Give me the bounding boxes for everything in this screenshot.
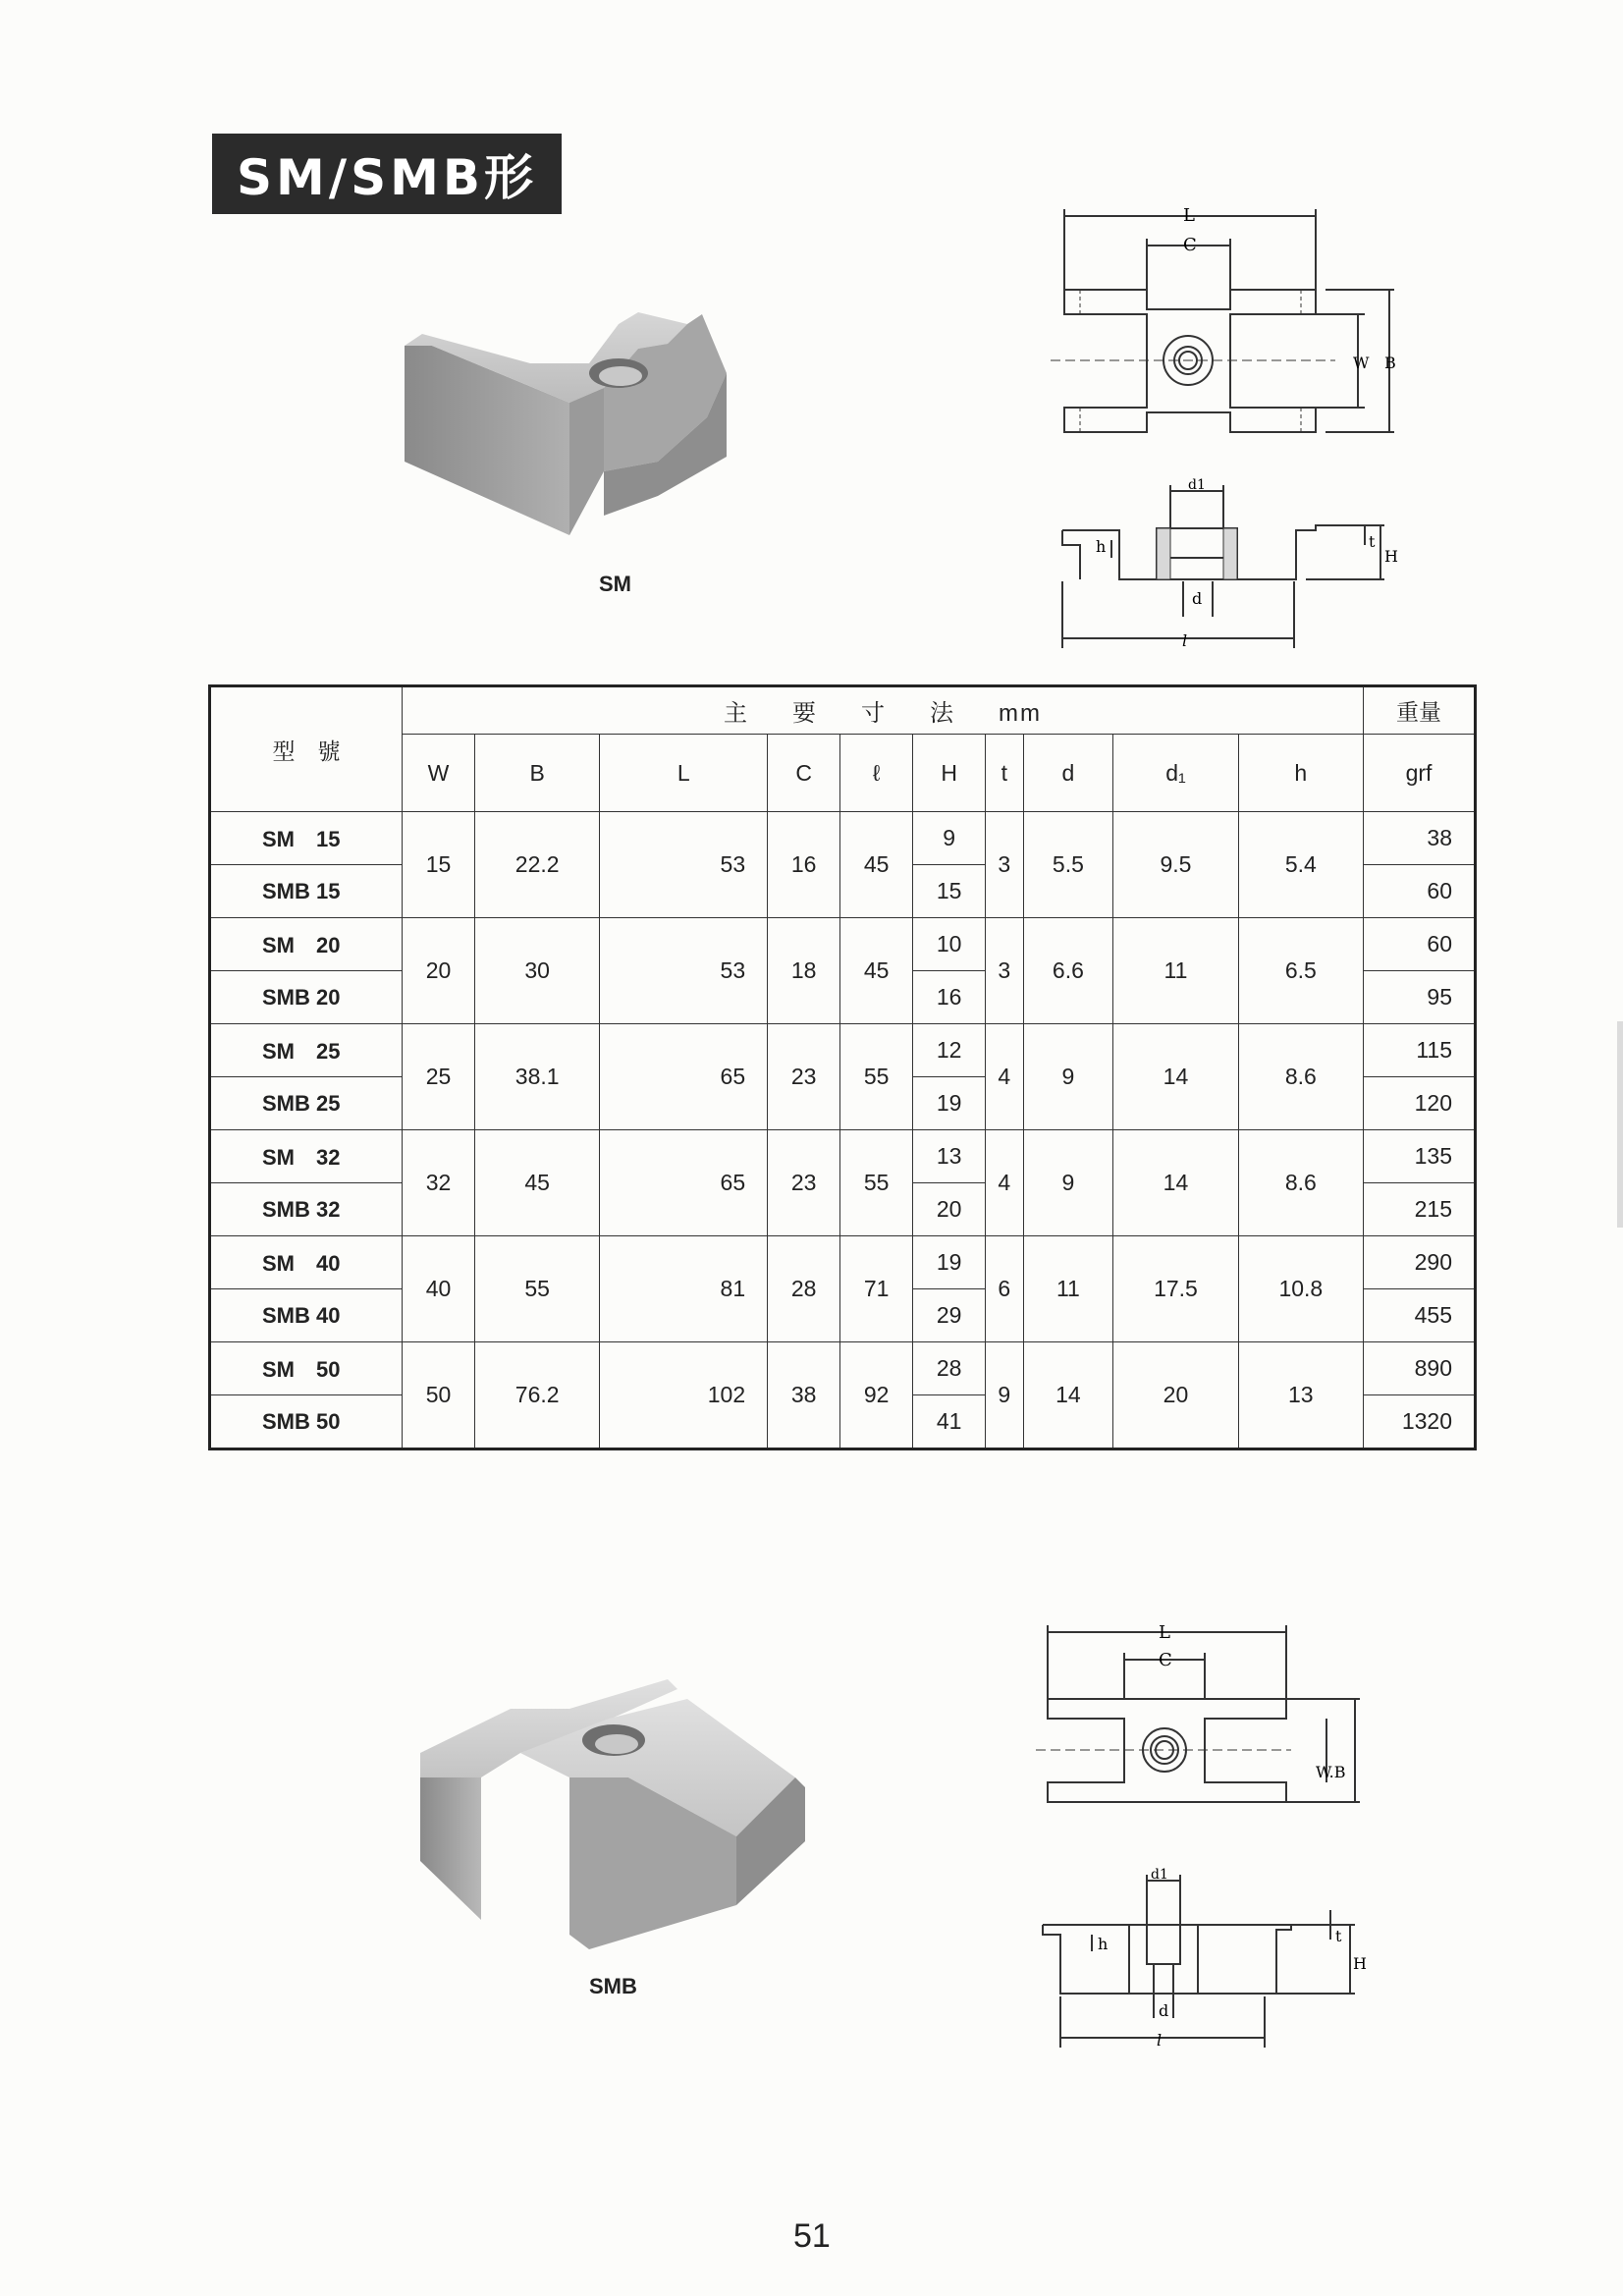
model-cell: SM 32 (210, 1130, 403, 1183)
model-cell: SM 15 (210, 812, 403, 865)
model-cell: SMB 50 (210, 1395, 403, 1449)
cell-H: 15 (913, 865, 986, 918)
cell-weight: 1320 (1364, 1395, 1476, 1449)
cell-H: 28 (913, 1342, 986, 1395)
dimension-group-header: 主要寸法mm (403, 686, 1364, 735)
cell-l: 45 (840, 918, 913, 1024)
cell-t: 3 (986, 918, 1023, 1024)
col-B: B (475, 735, 600, 812)
cell-B: 22.2 (475, 812, 600, 918)
cell-W: 50 (403, 1342, 475, 1449)
col-C: C (768, 735, 840, 812)
sm-top-view-drawing (1051, 201, 1404, 447)
sm-caption: SM (599, 572, 631, 596)
cell-d: 6.6 (1023, 918, 1113, 1024)
cell-d1: 9.5 (1113, 812, 1238, 918)
cell-B: 30 (475, 918, 600, 1024)
cell-C: 23 (768, 1024, 840, 1130)
col-d: d (1023, 735, 1113, 812)
smb-dim-label-d: d (1159, 2001, 1169, 2020)
col-t: t (986, 735, 1023, 812)
cell-L: 81 (600, 1236, 768, 1342)
table-row (210, 1130, 1476, 1183)
scan-edge-mark (1617, 1021, 1623, 1228)
table-row (210, 812, 1476, 865)
cell-weight: 890 (1364, 1342, 1476, 1395)
cell-weight: 215 (1364, 1183, 1476, 1236)
cell-d: 14 (1023, 1342, 1113, 1449)
cell-H: 29 (913, 1289, 986, 1342)
cell-h: 13 (1238, 1342, 1363, 1449)
sm-side-view-drawing (1060, 471, 1398, 653)
spec-table (208, 684, 1477, 1450)
cell-h: 6.5 (1238, 918, 1363, 1024)
page-number: 51 (793, 2217, 831, 2255)
model-cell: SMB 15 (210, 865, 403, 918)
cell-d: 9 (1023, 1130, 1113, 1236)
dim-label-h: h (1096, 537, 1107, 556)
cell-B: 45 (475, 1130, 600, 1236)
cell-d: 9 (1023, 1024, 1113, 1130)
model-cell: SM 50 (210, 1342, 403, 1395)
cell-L: 65 (600, 1130, 768, 1236)
cell-H: 10 (913, 918, 986, 971)
cell-H: 9 (913, 812, 986, 865)
table-row (210, 1236, 1476, 1289)
dim-label-W: W (1353, 354, 1370, 372)
cell-h: 8.6 (1238, 1130, 1363, 1236)
smb-side-view-drawing (1041, 1867, 1375, 2052)
cell-B: 38.1 (475, 1024, 600, 1130)
cell-H: 13 (913, 1130, 986, 1183)
cell-t: 4 (986, 1130, 1023, 1236)
cell-h: 10.8 (1238, 1236, 1363, 1342)
cell-H: 41 (913, 1395, 986, 1449)
section-title: SM/SMB形 (212, 134, 562, 214)
spec-table-body (210, 812, 1476, 1449)
smb-top-view-drawing (1036, 1620, 1389, 1846)
cell-l: 71 (840, 1236, 913, 1342)
cell-H: 16 (913, 971, 986, 1024)
smb-dim-label-h: h (1098, 1935, 1109, 1953)
smb-dim-label-H: H (1353, 1954, 1367, 1973)
cell-B: 55 (475, 1236, 600, 1342)
cell-W: 25 (403, 1024, 475, 1130)
cell-t: 3 (986, 812, 1023, 918)
cell-weight: 38 (1364, 812, 1476, 865)
smb-dim-label-t: t (1335, 1927, 1342, 1945)
cell-h: 8.6 (1238, 1024, 1363, 1130)
cell-weight: 455 (1364, 1289, 1476, 1342)
cell-d: 11 (1023, 1236, 1113, 1342)
cell-C: 23 (768, 1130, 840, 1236)
col-l: ℓ (840, 735, 913, 812)
cell-W: 40 (403, 1236, 475, 1342)
model-header: 型 號 (210, 686, 403, 812)
cell-W: 32 (403, 1130, 475, 1236)
col-H: H (913, 735, 986, 812)
col-L: L (600, 735, 768, 812)
cell-weight: 60 (1364, 865, 1476, 918)
cell-d1: 14 (1113, 1024, 1238, 1130)
cell-L: 53 (600, 918, 768, 1024)
cell-weight: 95 (1364, 971, 1476, 1024)
dim-label-d1: d1 (1188, 477, 1206, 493)
cell-B: 76.2 (475, 1342, 600, 1449)
table-row (210, 1342, 1476, 1395)
col-W: W (403, 735, 475, 812)
cell-weight: 115 (1364, 1024, 1476, 1077)
cell-C: 38 (768, 1342, 840, 1449)
dim-label-B: B (1384, 354, 1396, 372)
col-h: h (1238, 735, 1363, 812)
model-cell: SMB 32 (210, 1183, 403, 1236)
cell-d: 5.5 (1023, 812, 1113, 918)
cell-L: 53 (600, 812, 768, 918)
cell-t: 9 (986, 1342, 1023, 1449)
cell-l: 55 (840, 1024, 913, 1130)
dim-label-H: H (1384, 547, 1398, 566)
smb-dim-label-C: C (1159, 1650, 1172, 1670)
cell-H: 20 (913, 1183, 986, 1236)
smb-dim-label-d1: d1 (1151, 1867, 1168, 1883)
cell-h: 5.4 (1238, 812, 1363, 918)
cell-weight: 120 (1364, 1077, 1476, 1130)
cell-d1: 17.5 (1113, 1236, 1238, 1342)
cell-H: 19 (913, 1236, 986, 1289)
smb-dim-label-l: l (1157, 2031, 1163, 2050)
table-row (210, 1024, 1476, 1077)
smb-part-photo (393, 1660, 825, 1925)
cell-W: 15 (403, 812, 475, 918)
cell-l: 92 (840, 1342, 913, 1449)
cell-L: 65 (600, 1024, 768, 1130)
model-cell: SM 40 (210, 1236, 403, 1289)
cell-C: 18 (768, 918, 840, 1024)
cell-weight: 290 (1364, 1236, 1476, 1289)
cell-H: 19 (913, 1077, 986, 1130)
cell-C: 28 (768, 1236, 840, 1342)
dim-label-L: L (1183, 205, 1195, 226)
cell-d1: 14 (1113, 1130, 1238, 1236)
cell-W: 20 (403, 918, 475, 1024)
cell-t: 4 (986, 1024, 1023, 1130)
weight-unit: grf (1364, 735, 1476, 812)
cell-H: 12 (913, 1024, 986, 1077)
cell-l: 55 (840, 1130, 913, 1236)
cell-l: 45 (840, 812, 913, 918)
model-cell: SMB 25 (210, 1077, 403, 1130)
smb-dim-label-L: L (1159, 1622, 1170, 1643)
col-d1: d₁ (1113, 735, 1238, 812)
table-row (210, 918, 1476, 971)
cell-weight: 60 (1364, 918, 1476, 971)
sm-part-photo (393, 304, 825, 540)
cell-weight: 135 (1364, 1130, 1476, 1183)
dim-label-d: d (1192, 589, 1203, 608)
model-cell: SM 20 (210, 918, 403, 971)
smb-caption: SMB (589, 1974, 637, 1998)
cell-L: 102 (600, 1342, 768, 1449)
dim-label-l: l (1182, 631, 1188, 650)
dim-label-C: C (1183, 235, 1197, 255)
smb-dim-label-WB: W.B (1316, 1763, 1346, 1781)
cell-d1: 20 (1113, 1342, 1238, 1449)
dim-label-t: t (1369, 532, 1376, 551)
model-cell: SM 25 (210, 1024, 403, 1077)
cell-t: 6 (986, 1236, 1023, 1342)
model-cell: SMB 40 (210, 1289, 403, 1342)
model-cell: SMB 20 (210, 971, 403, 1024)
cell-d1: 11 (1113, 918, 1238, 1024)
cell-C: 16 (768, 812, 840, 918)
weight-header: 重量 (1364, 686, 1476, 735)
